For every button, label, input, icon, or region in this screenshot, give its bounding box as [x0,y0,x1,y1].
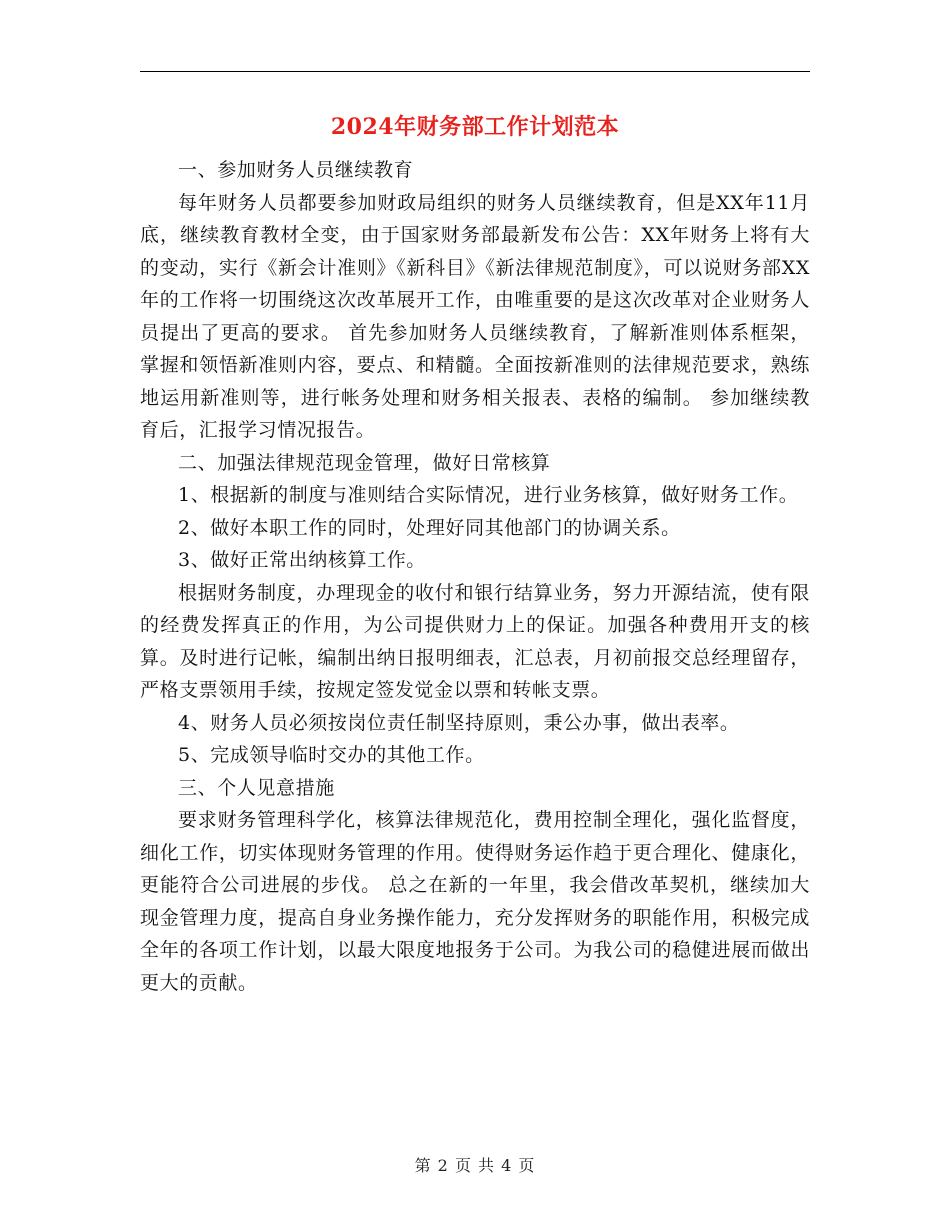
list-item-3: 3、做好正常出纳核算工作。 [178,549,426,571]
page-number: 第 2 页 共 4 页 [414,1156,536,1175]
paragraph-cash-management: 根据财务制度，办理现金的收付和银行结算业务，努力开源结流，使有限的经费发挥真正的作用，为公司提供财力上的保证。加强各种费用开支的核算。及时进行记帐，编制出纳日报明细表，汇总表，月初前报交总经理留存，严格支票领用手续，按规定签发觉金以票和转帐支票。 [140,581,810,701]
list-item-2: 2、做好本职工作的同时，处理好同其他部门的协调关系。 [178,516,681,539]
list-item-5: 5、完成领导临时交办的其他工作。 [178,744,485,766]
paragraph-continuing-education: 每年财务人员都要参加财政局组织的财务人员继续教育，但是XX年11月底，继续教育教材全变，由于国家财务部最新发布公告：XX年财务上将有大的变动，实行《新会计准则》《新科目》《新法律规范制度》，可以说财务部XX年的工作将一切围绕这次改革展开工作，由唯重要的是这次改革对企业财务人员提出了更高的要求。 首先参加财务人员继续教育，了解新准则体系框架，掌握和领悟新准则内容，要点、和精髓。全面按新准则的法律规范要求，熟练地运用新准则等，进行帐务处理和财务相关报表、表格的编制。 参加继续教育后，汇报学习情况报告。 [140,191,810,441]
section-heading-3: 三、个人见意措施 [178,776,335,799]
header-rule [140,71,810,72]
paragraph-measures: 要求财务管理科学化，核算法律规范化，费用控制全理化，强化监督度，细化工作，切实体现财务管理的作用。使得财务运作趋于更合理化、健康化，更能符合公司进展的步伐。 总之在新的一年里，我会借改革契机，继续加大现金管理力度，提高自身业务操作能力，充分发挥财务的职能作用，积极完成全年的各项工作计划，以最大限度地报务于公司。为我公司的稳健进展而做出更大的贡献。 [140,809,810,994]
section-heading-2: 二、加强法律规范现金管理，做好日常核算 [178,451,551,474]
list-item-4: 4、财务人员必须按岗位责任制坚持原则，秉公办事，做出表率。 [178,711,740,734]
list-item-1: 1、根据新的制度与准则结合实际情况，进行业务核算，做好财务工作。 [178,484,799,506]
document-title: 2024年财务部工作计划范本 [330,114,620,140]
document-body [140,100,810,999]
section-heading-1: 一、参加财务人员继续教育 [178,159,414,181]
